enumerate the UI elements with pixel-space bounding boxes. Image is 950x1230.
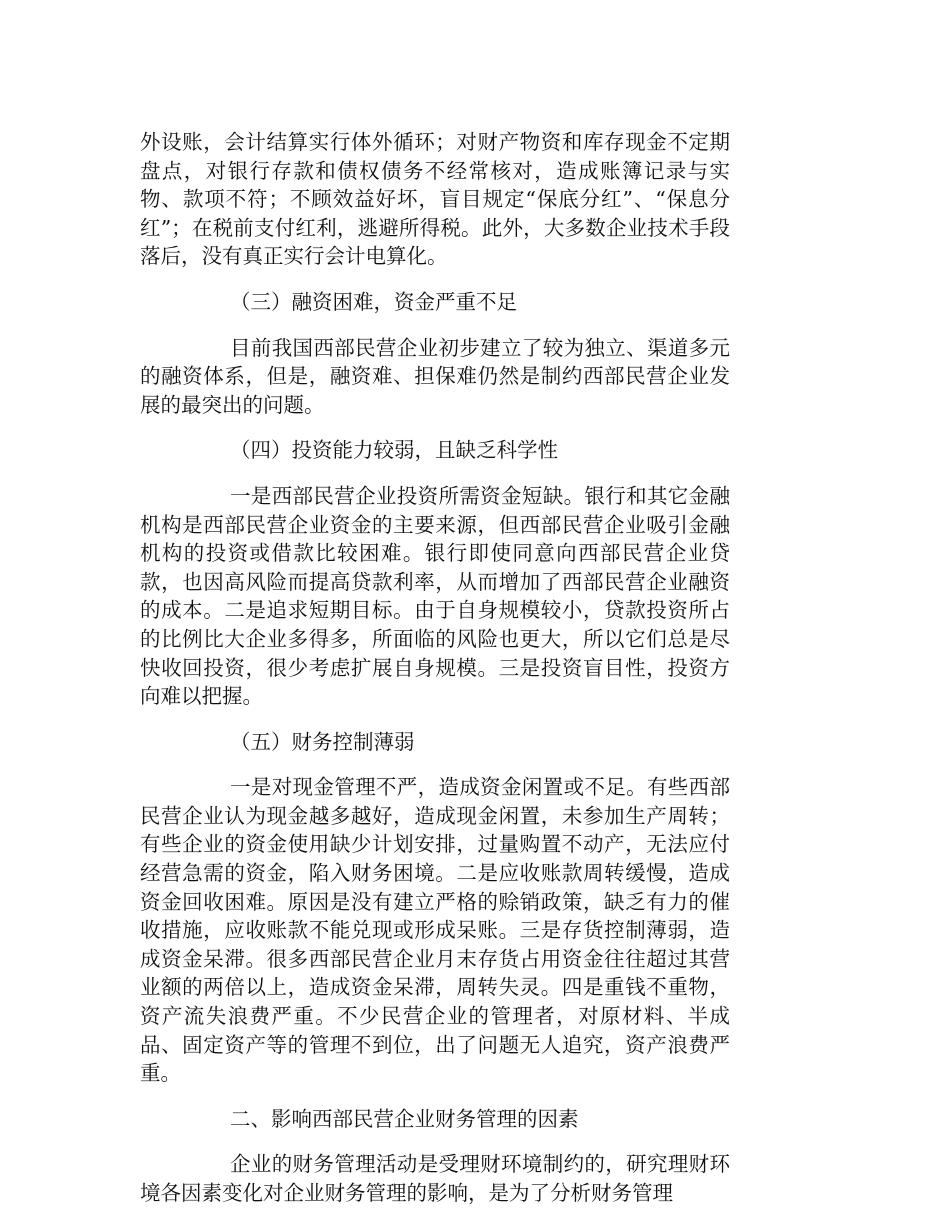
heading-financial-control: （五）财务控制薄弱 bbox=[230, 729, 415, 754]
paragraph-financing: 目前我国西部民营企业初步建立了较为独立、渠道多元的融资体系，但是，融资难、担保难仍然是制约西部民营企业发展的最突出的问题。 bbox=[140, 335, 730, 417]
paragraph-gap bbox=[140, 419, 730, 436]
heading-financing-difficulty: （三）融资困难，资金严重不足 bbox=[230, 289, 517, 314]
paragraph-gap bbox=[140, 271, 730, 288]
paragraph-investment: 一是西部民营企业投资所需资金短缺。银行和其它金融机构是西部民营企业资金的主要来源，但西部民营企业吸引金融机构的投资或借款比较困难。银行即使同意向西部民营企业贷款，也因高风险而提高贷款利率，从而增加了西部民营企业融资的成本。二是追求短期目标。由于自身规模较小，贷款投资所占的比例比大企业多得多，所面临的风险也更大，所以它们总是尽快收回投资，很少考虑扩展自身规模。三是投资盲目性，投资方向难以把握。 bbox=[140, 483, 730, 709]
paragraph-financial-control: 一是对现金管理不严，造成资金闲置或不足。有些西部民营企业认为现金越多越好，造成现金闲置，未参加生产周转；有些企业的资金使用缺少计划安排，过量购置不动产，无法应付经营急需的资金，陷入财务困境。二是应收账款周转缓慢，造成资金回收困难。原因是没有建立严格的赊销政策，缺乏有力的催收措施，应收账款不能兑现或形成呆账。三是存货控制薄弱，造成资金呆滞。很多西部民营企业月末存货占用资金往往超过其营业额的两倍以上，造成资金呆滞，周转失灵。四是重钱不重物，资产流失浪费严重。不少民营企业的管理者，对原材料、半成品、固定资产等的管理不到位，出了问题无人追究，资产浪费严重。 bbox=[140, 775, 730, 1086]
paragraph-financial-environment: 企业的财务管理活动是受理财环境制约的，研究理财环境各因素变化对企业财务管理的影响，是为了分析财务管理 bbox=[140, 1152, 730, 1205]
heading-influencing-factors: 二、影响西部民营企业财务管理的因素 bbox=[230, 1106, 579, 1131]
paragraph-gap bbox=[140, 317, 730, 334]
paragraph-gap bbox=[140, 756, 730, 773]
paragraph-gap bbox=[140, 1088, 730, 1105]
heading-investment-capacity: （四）投资能力较弱，且缺乏科学性 bbox=[230, 438, 558, 463]
paragraph-gap bbox=[140, 711, 730, 728]
document-page bbox=[140, 128, 730, 1208]
paragraph-gap bbox=[140, 465, 730, 482]
paragraph-accounting-issues: 外设账，会计结算实行体外循环；对财产物资和库存现金不定期盘点，对银行存款和债权债务不经常核对，造成账簿记录与实物、款项不符；不顾效益好坏，盲目规定“保底分红”、“保息分红”；在税前支付红利，逃避所得税。此外，大多数企业技术手段落后，没有真正实行会计电算化。 bbox=[140, 130, 730, 269]
paragraph-gap bbox=[140, 1133, 730, 1150]
